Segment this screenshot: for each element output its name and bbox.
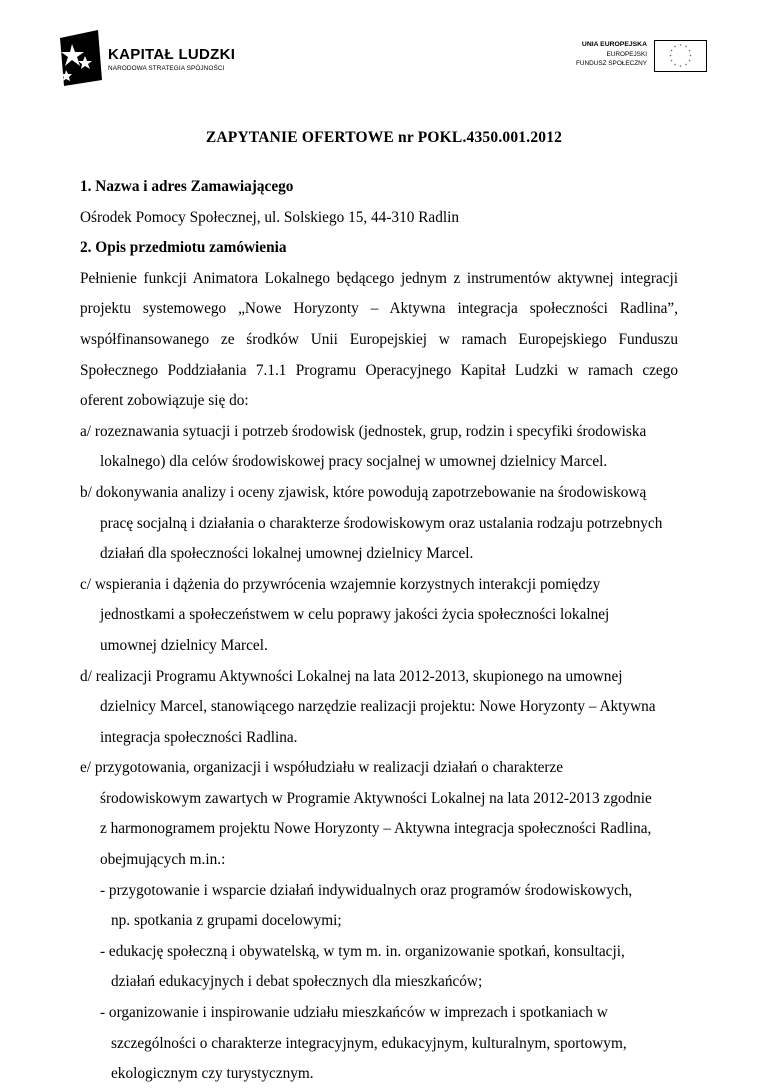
sub-item-1: - przygotowanie i wsparcie działań indywidualnych oraz programów środowiskowych, [100, 881, 633, 899]
list-item-d-cont: dzielnicy Marcel, stanowiącego narzędzie realizacji projektu: Nowe Horyzonty – Aktywna [100, 698, 656, 716]
svg-text:*: * [670, 59, 673, 64]
list-item-e-cont: obejmujących m.in.: [100, 851, 226, 869]
sub-item-2-cont: działań edukacyjnych i debat społecznych dla mieszkańców; [111, 973, 483, 991]
list-item-b-cont: pracę socjalną i działania o charakterze środowiskowym oraz ustalania rodzaju potrzebnych [100, 514, 663, 532]
eu-logo-line2: EUROPEJSKI [606, 50, 647, 58]
document-title: ZAPYTANIE OFERTOWE nr POKL.4350.001.2012 [205, 129, 563, 146]
svg-text:*: * [688, 59, 691, 64]
section2-intro-line: współfinansowanego ze środków Unii Europejskiej w ramach Europejskiego Funduszu [80, 330, 678, 348]
section1-heading: 1. Nazwa i adres Zamawiającego [80, 178, 294, 195]
eu-logo-line3: FUNDUSZ SPOŁECZNY [575, 60, 647, 67]
list-item-d-cont: integracja społeczności Radlina. [100, 728, 298, 746]
kapital-ludzki-logo-icon [58, 30, 104, 86]
list-item-b-cont: działań dla społeczności lokalnej umownej dzielnicy Marcel. [100, 545, 474, 563]
list-item-a: a/ rozeznawania sytuacji i potrzeb środowisk (jednostek, grup, rodzin i specyfiki środowiska [80, 422, 647, 440]
section2-heading: 2. Opis przedmiotu zamówienia [80, 239, 287, 257]
svg-text:*: * [685, 63, 687, 68]
svg-text:*: * [669, 54, 672, 59]
svg-text:*: * [689, 54, 692, 59]
svg-text:*: * [688, 49, 691, 54]
kapital-ludzki-logo [58, 30, 248, 86]
kapital-ludzki-subtitle: NARODOWA STRATEGIA SPÓJNOŚCI [108, 65, 225, 72]
kapital-ludzki-name: KAPITAŁ LUDZKI [108, 46, 236, 63]
eu-logo-text [576, 40, 647, 69]
list-item-c: c/ wspierania i dążenia do przywrócenia wzajemnie korzystnych interakcji pomiędzy [80, 575, 601, 593]
sub-item-3-cont: szczególności o charakterze integracyjnym, edukacyjnym, kulturalnym, sportowym, [111, 1034, 627, 1052]
svg-text:*: * [679, 43, 682, 49]
svg-text:*: * [685, 45, 687, 50]
section2-intro-line: projektu systemowego „Nowe Horyzonty – Aktywna integracja społeczności Radlina”, [80, 300, 678, 318]
list-item-e-cont: z harmonogramem projektu Nowe Horyzonty – Aktywna integracja społeczności Radlina, [100, 820, 652, 838]
list-item-e-cont: środowiskowym zawartych w Programie Aktywności Lokalnej na lata 2012-2013 zgodnie [100, 789, 652, 807]
list-item-d: d/ realizacji Programu Aktywności Lokalnej na lata 2012-2013, skupionego na umownej [80, 667, 623, 685]
list-item-a-cont: lokalnego) dla celów środowiskowej pracy socjalnej w umownej dzielnicy Marcel. [100, 453, 608, 471]
sub-item-3: - organizowanie i inspirowanie udziału mieszkańców w imprezach i spotkaniach w [100, 1004, 608, 1022]
document-body [80, 172, 678, 1090]
eu-flag-icon [654, 40, 707, 72]
list-item-c-cont: umownej dzielnicy Marcel. [100, 636, 268, 654]
svg-text:*: * [674, 45, 676, 50]
sub-item-1-cont: np. spotkania z grupami docelowymi; [111, 912, 342, 930]
svg-text:*: * [679, 64, 682, 70]
svg-text:*: * [670, 49, 673, 54]
list-item-e: e/ przygotowania, organizacji i współudziału w realizacji działań o charakterze [80, 759, 564, 777]
sub-item-3-cont: ekologicznym czy turystycznym. [111, 1065, 314, 1083]
section2-intro-line: Społecznego Poddziałania 7.1.1 Programu Operacyjnego Kapitał Ludzki w ramach czego [80, 361, 678, 379]
svg-text:*: * [674, 63, 676, 68]
section2-intro-line: Pełnienie funkcji Animatora Lokalnego będącego jednym z instrumentów aktywnej integracji [80, 269, 678, 287]
eu-logo-line1: UNIA EUROPEJSKA [581, 41, 647, 48]
section1-text: Ośrodek Pomocy Społecznej, ul. Solskiego 15, 44-310 Radlin [80, 208, 459, 226]
sub-item-2: - edukację społeczną i obywatelską, w tym m. in. organizowanie spotkań, konsultacji, [100, 942, 625, 960]
list-item-c-cont: jednostkami a społeczeństwem w celu poprawy jakości życia społeczności lokalnej [100, 606, 610, 624]
section2-intro-line: oferent zobowiązuje się do: [80, 392, 249, 410]
eu-logo [575, 40, 707, 73]
list-item-b: b/ dokonywania analizy i oceny zjawisk, które powodują zapotrzebowanie na środowiskową [80, 483, 647, 501]
